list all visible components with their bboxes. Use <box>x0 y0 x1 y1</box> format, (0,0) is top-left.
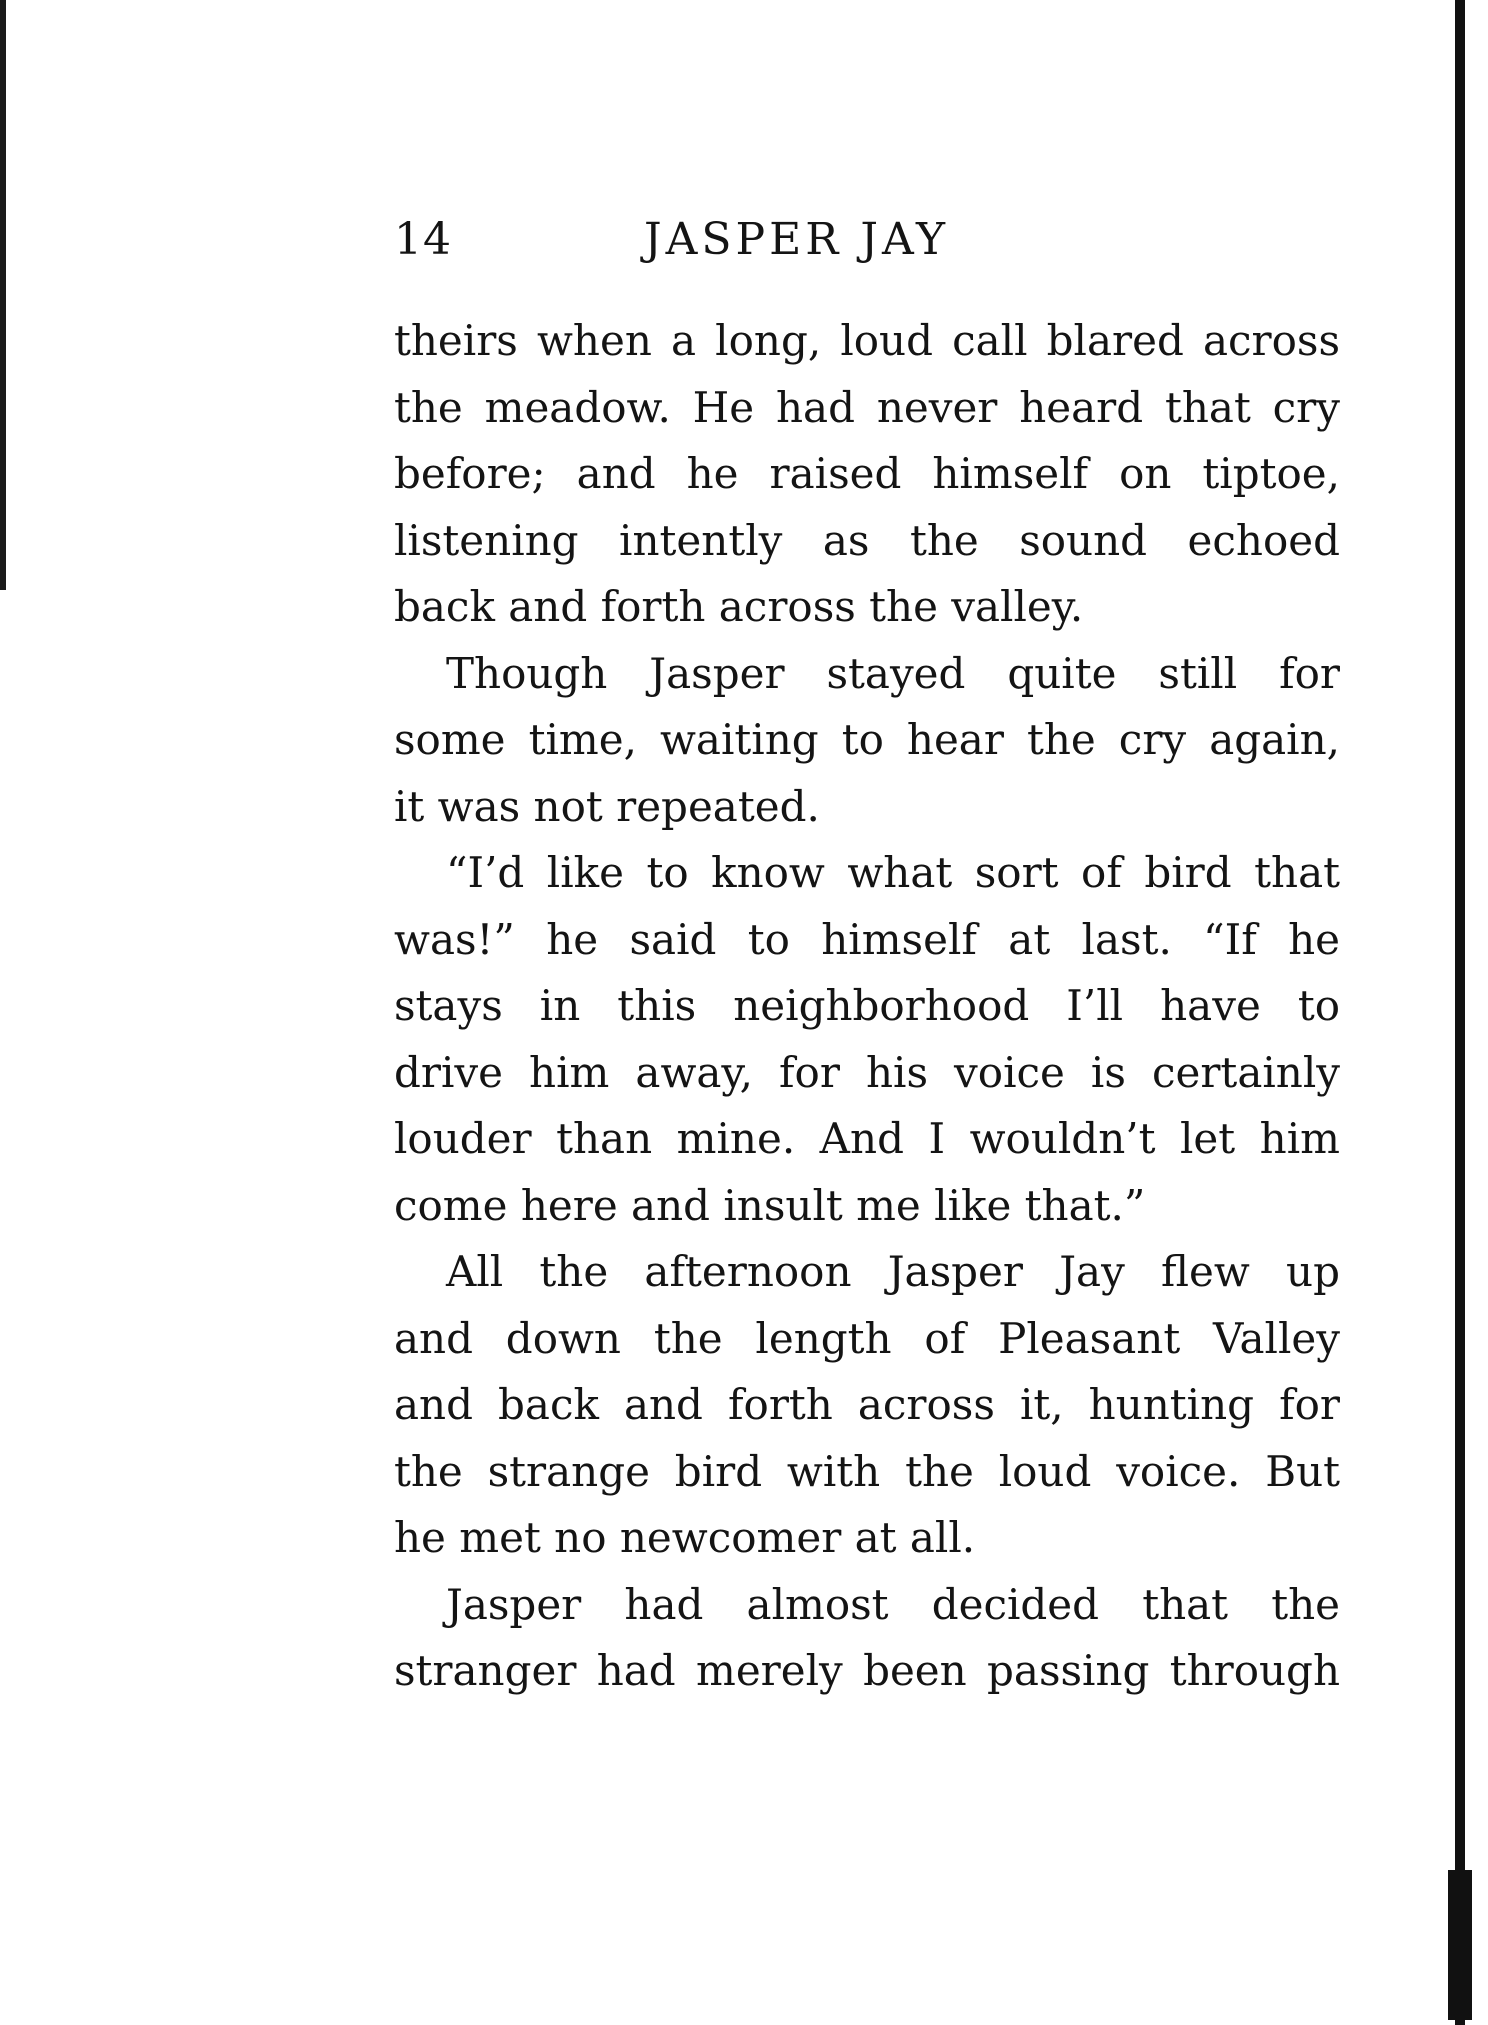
paragraph <box>394 1239 1340 1572</box>
text-line: he met no newcomer at all. <box>394 1513 976 1562</box>
paragraph <box>394 641 1340 841</box>
text-line: stranger had merely been passing through <box>394 1646 1340 1695</box>
paragraph <box>394 840 1340 1239</box>
paragraph <box>394 308 1340 641</box>
text-line: and down the length of Pleasant Valley <box>394 1313 1340 1363</box>
text-line: come here and insult me like that.” <box>394 1180 1146 1230</box>
text-line: and back and forth across it, hunting for <box>394 1380 1340 1429</box>
text-line: listening intently as the sound echoed <box>394 515 1340 565</box>
text-line: before; and he raised himself on tiptoe, <box>394 449 1340 498</box>
text-line: louder than mine. And I wouldn’t let him <box>394 1114 1340 1163</box>
running-title: JASPER JAY <box>644 214 950 265</box>
text-line: drive him away, for his voice is certainly <box>394 1047 1340 1097</box>
running-head <box>394 210 1334 270</box>
scan-edge-left <box>0 0 6 590</box>
page-number: 14 <box>394 214 452 265</box>
text-line: Though Jasper stayed quite still for <box>446 648 1340 698</box>
text-line: theirs when a long, loud call blared across <box>394 316 1340 365</box>
text-line: stays in this neighborhood I’ll have to <box>394 981 1340 1030</box>
text-line: the meadow. He had never heard that cry <box>394 382 1340 432</box>
text-line: Jasper had almost decided that the <box>446 1579 1340 1629</box>
text-line: the strange bird with the loud voice. But <box>394 1446 1340 1496</box>
text-line: back and forth across the valley. <box>394 582 1084 631</box>
text-line: All the afternoon Jasper Jay flew up <box>446 1247 1340 1296</box>
text-line: was!” he said to himself at last. “If he <box>394 914 1340 964</box>
text-line: some time, waiting to hear the cry again, <box>394 715 1340 764</box>
scan-edge-right <box>1455 0 1465 2025</box>
scan-edge-right-foot <box>1448 1870 1472 2020</box>
body-text <box>394 308 1340 1705</box>
text-line: “I’d like to know what sort of bird that <box>446 848 1340 897</box>
text-line: it was not repeated. <box>394 781 820 831</box>
paragraph <box>394 1572 1340 1705</box>
